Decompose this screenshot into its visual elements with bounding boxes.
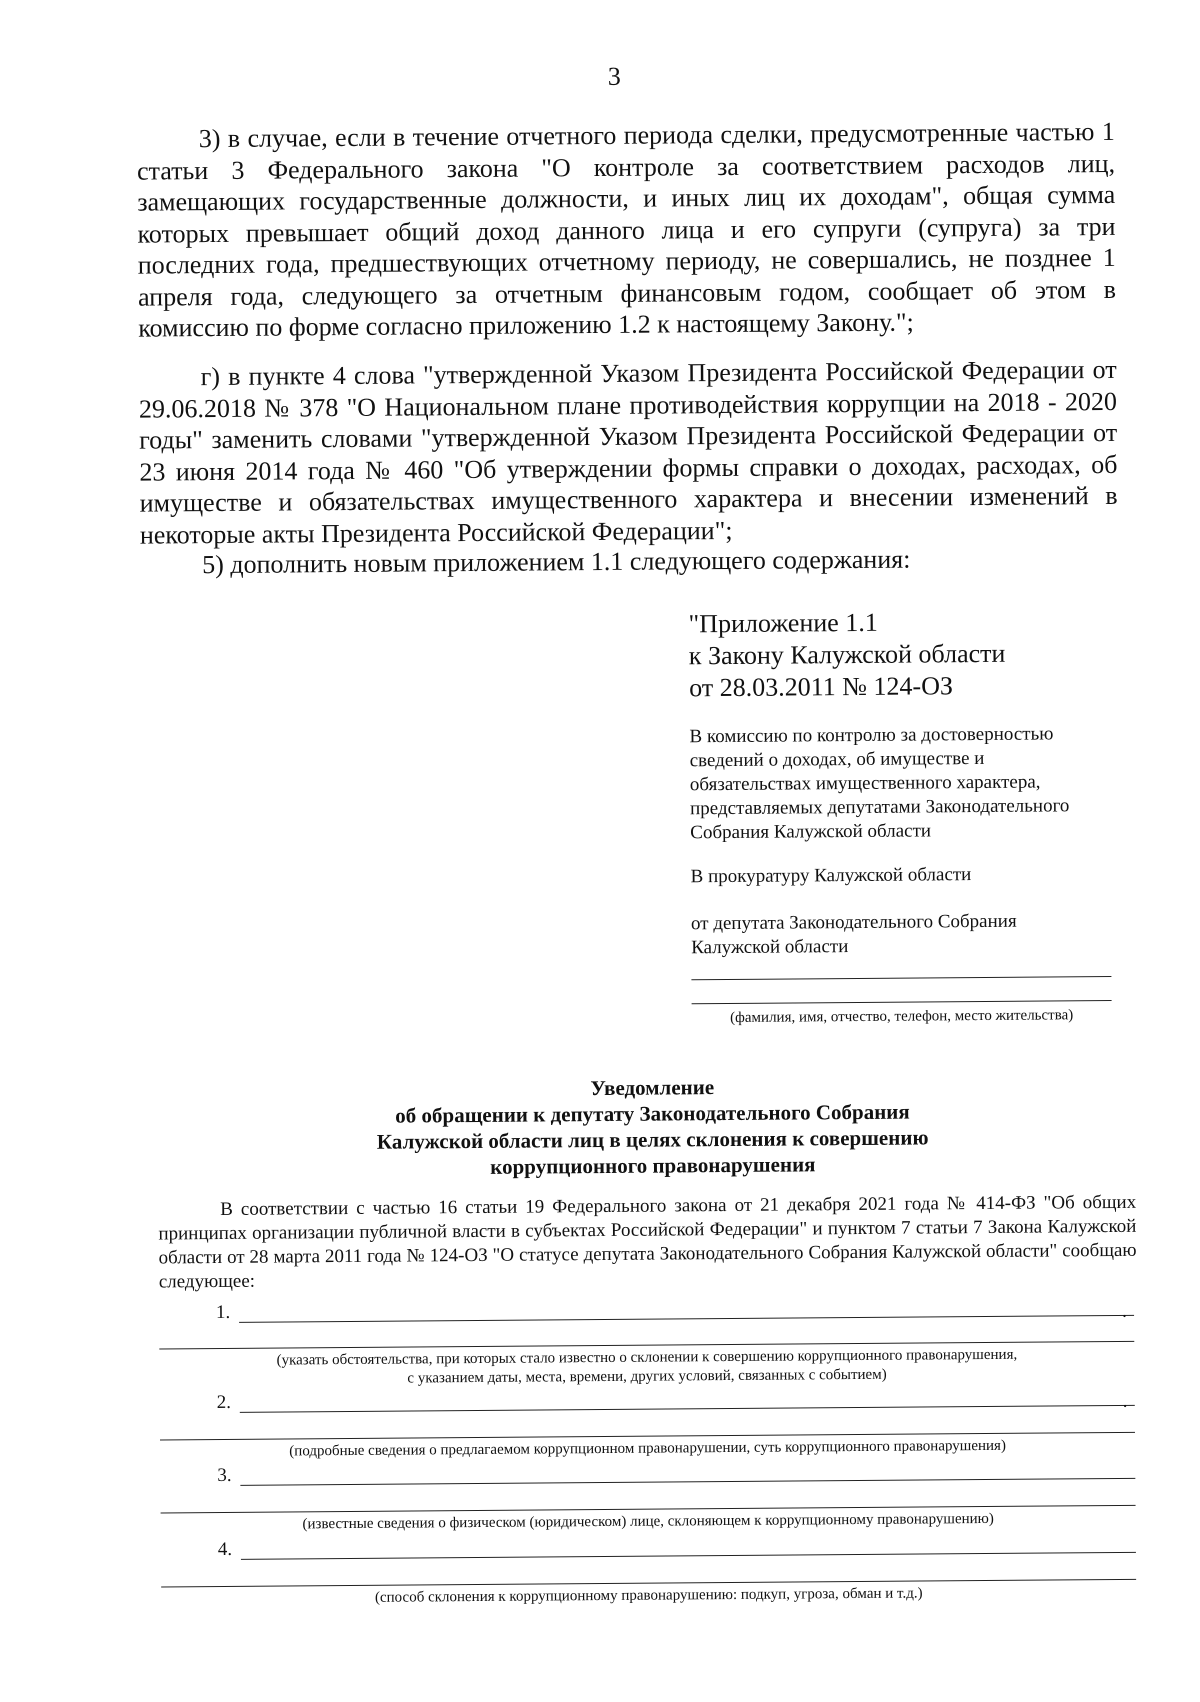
paragraph-5 — [140, 542, 1118, 581]
from-fill-line — [691, 976, 1111, 980]
notice-title — [252, 1071, 1053, 1181]
notice-title-line: Калужской области лиц в целях склонения к совершению — [376, 1125, 929, 1154]
item-caption: (известные сведения о физическом (юридическом) лице, склоняющем к коррупционному правонарушению) — [302, 1510, 994, 1533]
appendix-law: к Закону Калужской области — [688, 638, 1006, 671]
appendix-header — [688, 606, 1005, 704]
item-caption: с указанием даты, места, времени, других условий, связанных с событием) — [407, 1366, 887, 1387]
appendix-date: от 28.03.2011 № 124-ОЗ — [689, 671, 954, 703]
addressee-line: сведений о доходах, об имуществе и — [689, 747, 985, 772]
item-number: 2. — [216, 1391, 232, 1414]
addressee-from — [691, 910, 1017, 961]
from-line: Калужской области — [691, 936, 849, 959]
appendix-title: "Приложение 1.1 — [688, 607, 878, 639]
paragraph-text: 3) в случае, если в течение отчетного периода сделки, предусмотренные частью 1 статьи 3 Федерального закона "О контроле за соответствием расходов лиц, замещающих государственные должности, и иных лиц их доходам", общая сумма которых превышает общий доход данного лица и его супруги (супруга) за три последних года, предшествующих отчетному периоду, не совершались, не позднее 1 апреля года, следующего за отчетным финансовым годом, сообщает об этом в комиссию по форме согласно приложению 1.2 к настоящему Закону."; — [136, 116, 1117, 343]
from-caption: (фамилия, имя, отчество, телефон, место жительства) — [730, 1007, 1074, 1026]
page-number: 3 — [607, 61, 621, 91]
addressee-line: Собрания Калужской области — [690, 820, 932, 844]
item-fill-line — [239, 1315, 1134, 1323]
notice-title-line: коррупционного правонарушения — [490, 1152, 816, 1179]
item-number: 3. — [217, 1464, 232, 1487]
addressee-line: представляемых депутатами Законодательного — [689, 795, 1070, 820]
notice-body — [158, 1191, 1137, 1295]
notice-title-line: об обращении к депутату Законодательного Собрания — [395, 1099, 910, 1128]
paragraph-3 — [137, 116, 1117, 344]
addressee-prosecutor: В прокуратуру Калужской области — [690, 864, 972, 888]
item-fill-line — [240, 1405, 1135, 1413]
notice-title-line: Уведомление — [590, 1075, 715, 1101]
from-line: от депутата Законодательного Собрания — [690, 910, 1017, 935]
notice-text: В соответствии с частью 16 статьи 19 Федерального закона от 21 декабря 2021 года № 414-ФЗ "Об общих принципах организации публичной власти в субъектах Российской Федерации" и пунктом 7 статьи 7 Закона Калужской области от 28 марта 2011 года № 124-ОЗ "О статусе депутата Законодательного Собрания Калужской области" сообщаю следующее: — [158, 1191, 1137, 1293]
addressee-commission — [689, 722, 1069, 845]
period-mark: . — [1121, 1300, 1127, 1322]
item-caption: (указать обстоятельства, при которых стало известно о склонении к совершению коррупционного правонарушения, — [276, 1346, 1018, 1369]
addressee-line: обязательствах имущественного характера, — [689, 771, 1041, 796]
item-fill-line — [240, 1478, 1135, 1486]
item-number: 1. — [215, 1301, 231, 1324]
paragraph-g — [139, 354, 1118, 551]
from-fill-line — [692, 1000, 1112, 1004]
item-number: 4. — [217, 1538, 233, 1561]
paragraph-text: 5) дополнить новым приложением 1.1 следующего содержания: — [202, 544, 911, 580]
period-mark: . — [1122, 1390, 1128, 1412]
item-fill-line — [241, 1552, 1136, 1560]
addressee-line: В комиссию по контролю за достоверностью — [689, 723, 1054, 748]
item-caption: (подробные сведения о предлагаемом коррупционном правонарушении, суть коррупционного правонарушения) — [289, 1437, 1006, 1460]
paragraph-text: г) в пункте 4 слова "утвержденной Указом Президента Российской Федерации от 29.06.2018 № 378 "О Национальном плане противодействия коррупции на 2018 - 2020 годы" заменить словами "утвержденной Указом Президента Российской Федерации от 23 июня 2014 года № 460 "Об утверждении формы справки о доходах, расходах, об имуществе и обязательствах имущественного характера и внесении изменений в некоторые акты Президента Российской Федерации"; — [138, 354, 1118, 550]
item-caption: (способ склонения к коррупционному правонарушению: подкуп, угроза, обман и т.д.) — [374, 1585, 923, 1606]
